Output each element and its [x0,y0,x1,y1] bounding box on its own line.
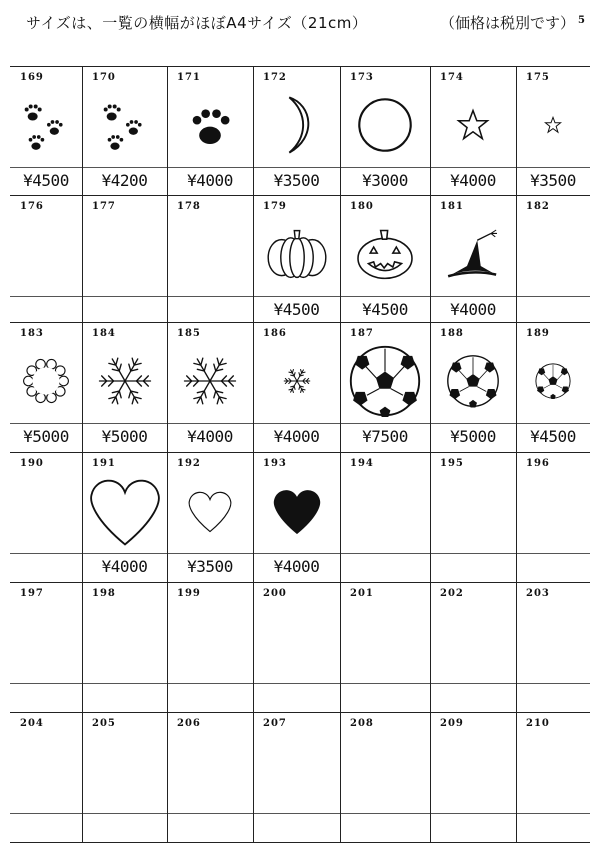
tax-note: （価格は税別です） [440,14,576,32]
catalog-cell [82,66,167,195]
item-number: 207 [263,718,287,729]
catalog-cell [430,712,516,842]
catalog-cell [516,712,590,842]
item-number: 210 [526,718,550,729]
small-star-icon [544,116,562,138]
item-price: ¥4500 [273,300,320,319]
item-price: ¥3500 [187,557,233,576]
catalog-cell [167,452,253,582]
item-number: 197 [20,588,44,599]
item-number: 209 [440,718,464,729]
item-price: ¥4000 [450,171,496,190]
item-number: 204 [20,718,44,729]
small-heart-outline-icon [186,487,234,539]
item-number: 194 [350,458,374,469]
catalog-cell [82,452,167,582]
catalog-cell [10,712,82,842]
item-number: 198 [92,588,116,599]
item-price: ¥4000 [187,171,233,190]
grid-bottom-line [10,842,590,843]
item-price: ¥5000 [101,427,148,446]
catalog-cell [340,452,430,582]
item-number: 177 [92,201,116,212]
heart-outline-icon [86,472,164,554]
item-number: 201 [350,588,374,599]
soccer-ball-icon [534,362,572,404]
circle-icon [355,95,415,159]
item-number: 176 [20,201,44,212]
catalog-cell [167,66,253,195]
item-number: 175 [526,72,550,83]
catalog-cell [253,582,340,712]
item-number: 184 [92,328,116,339]
item-number: 199 [177,588,201,599]
item-number: 205 [92,718,116,729]
catalog-cell [167,712,253,842]
catalog-cell [340,712,430,842]
catalog-cell [516,322,590,452]
catalog-cell [253,322,340,452]
item-number: 189 [526,328,550,339]
item-number: 170 [92,72,116,83]
item-number: 191 [92,458,116,469]
flower-wreath-icon [22,357,70,409]
catalog-cell [82,195,167,322]
catalog-cell [10,452,82,582]
item-number: 178 [177,201,201,212]
catalog-cell [430,66,516,195]
header-note: サイズは、一覧の横幅がほぼA4サイズ（21cm） [26,14,368,32]
item-number: 169 [20,72,44,83]
witch-hat-icon [443,228,503,284]
catalog-cell [10,582,82,712]
item-number: 192 [177,458,201,469]
item-price: ¥4000 [273,427,320,446]
item-price: ¥5000 [450,427,496,446]
catalog-cell [340,322,430,452]
item-number: 203 [526,588,550,599]
catalog-cell [340,582,430,712]
catalog-cell [167,582,253,712]
item-number: 193 [263,458,287,469]
item-price: ¥4000 [101,557,148,576]
item-number: 172 [263,72,287,83]
item-price: ¥4500 [23,171,69,190]
item-price: ¥4000 [273,557,320,576]
catalog-cell [167,195,253,322]
catalog-cell [167,322,253,452]
catalog-cell [340,195,430,322]
item-number: 202 [440,588,464,599]
item-number: 179 [263,201,287,212]
crescent-moon-icon [274,92,320,162]
pumpkin-icon [265,227,329,285]
catalog-cell [82,322,167,452]
item-number: 173 [350,72,374,83]
catalog-cell [430,322,516,452]
small-snowflake-icon [281,365,313,401]
paw-prints-icon [21,95,71,159]
catalog-cell [253,452,340,582]
item-number: 182 [526,201,550,212]
paw-prints-icon [100,95,150,159]
item-number: 186 [263,328,287,339]
catalog-cell [82,582,167,712]
catalog-cell [516,195,590,322]
item-number: 206 [177,718,201,729]
item-number: 190 [20,458,44,469]
item-number: 208 [350,718,374,729]
item-price: ¥4200 [101,171,148,190]
item-number: 196 [526,458,550,469]
soccer-ball-icon [445,353,501,413]
catalog-cell [253,712,340,842]
item-number: 188 [440,328,464,339]
item-number: 180 [350,201,374,212]
item-price: ¥7500 [362,427,408,446]
item-price: ¥3000 [362,171,408,190]
catalog-cell [10,195,82,322]
item-price: ¥5000 [23,427,69,446]
catalog-cell [430,452,516,582]
item-number: 183 [20,328,44,339]
item-number: 200 [263,588,287,599]
item-price: ¥3500 [530,171,576,190]
catalog-cell [10,322,82,452]
item-price: ¥4500 [530,427,576,446]
item-number: 174 [440,72,464,83]
heart-filled-icon [271,485,323,541]
soccer-ball-icon [347,343,423,423]
page-number: 5 [578,15,585,26]
item-number: 171 [177,72,201,83]
catalog-cell [516,66,590,195]
catalog-cell [82,712,167,842]
catalog-cell [10,66,82,195]
catalog-cell [340,66,430,195]
item-number: 185 [177,328,201,339]
snowflake-icon [180,351,240,415]
snowflake-icon [95,351,155,415]
catalog-cell [253,66,340,195]
catalog-cell [430,582,516,712]
item-price: ¥4000 [187,427,233,446]
item-price: ¥4500 [362,300,408,319]
item-price: ¥3500 [273,171,320,190]
item-number: 195 [440,458,464,469]
catalog-cell [253,195,340,322]
paw-print-icon [185,100,235,154]
item-number: 187 [350,328,374,339]
catalog-cell [516,452,590,582]
catalog-cell [516,582,590,712]
jack-o-lantern-icon [354,227,416,285]
item-number: 181 [440,201,464,212]
item-price: ¥4000 [450,300,496,319]
star-icon [456,108,490,146]
catalog-cell [430,195,516,322]
